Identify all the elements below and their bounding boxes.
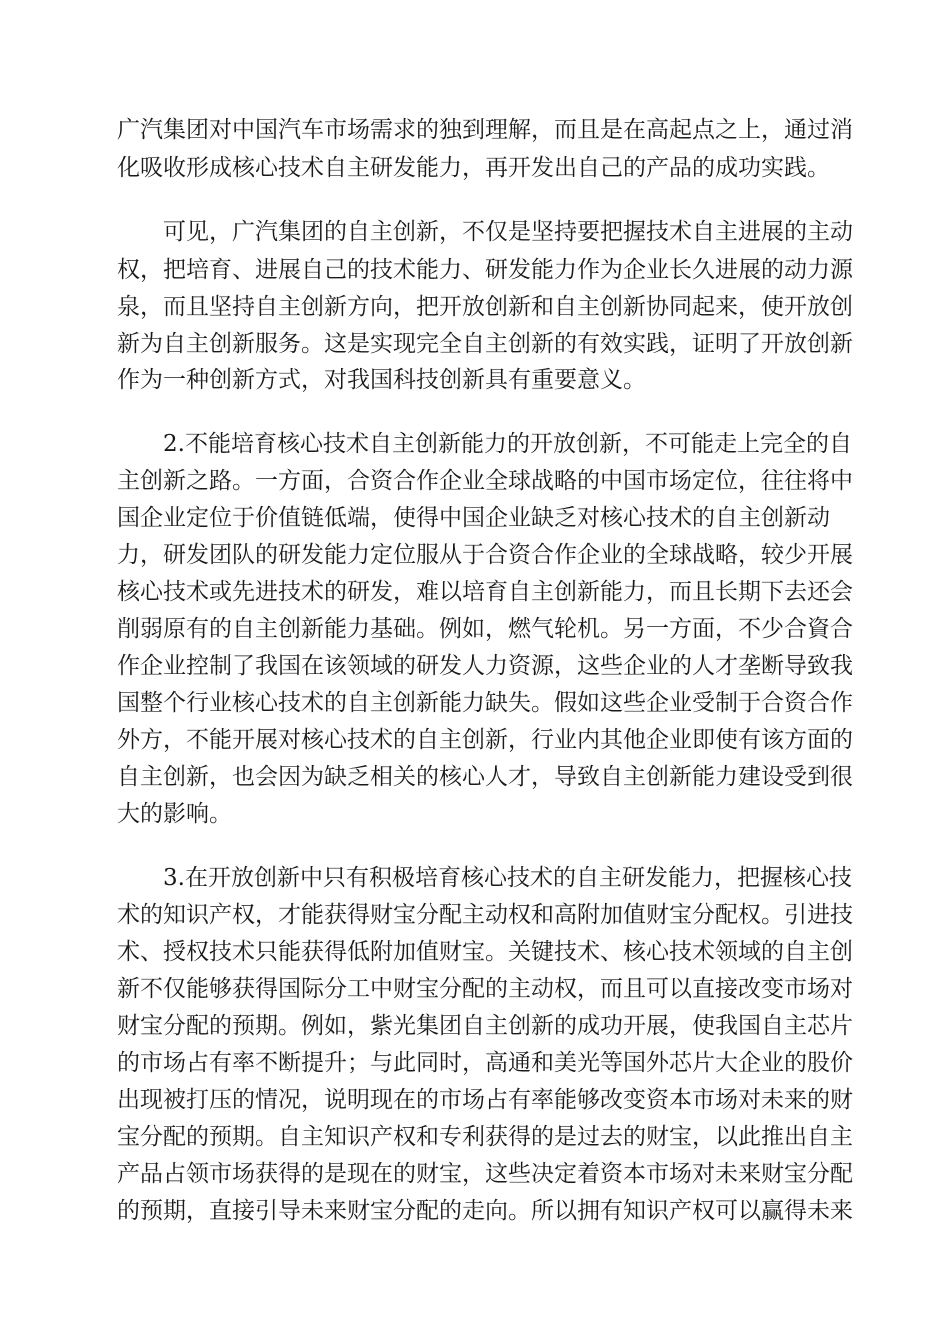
text-line: 国企业定位于价值链低端，使得中国企业缺乏对核心技术的自主创新动 bbox=[117, 505, 830, 531]
text-line: 大的影响。 bbox=[117, 801, 232, 827]
text-line: 出现被打压的情况，说明现在的市场占有率能够改变资本市场对未来的财 bbox=[117, 1087, 853, 1113]
text-line: 作企业控制了我国在该领域的研发人力资源，这些企业的人才垄断导致我 bbox=[117, 653, 853, 679]
text-line: 宝分配的预期。自主知识产权和专利获得的是过去的财宝，以此推出自主 bbox=[117, 1124, 853, 1150]
text-line: 权，把培育、进展自己的技术能力、研发能力作为企业长久进展的动力源 bbox=[117, 257, 853, 283]
text-line: 外方，不能开展对核心技术的自主创新，行业内其他企业即使有该方面的 bbox=[117, 727, 853, 753]
text-line: 作为一种创新方式，对我国科技创新具有重要意义。 bbox=[117, 367, 646, 393]
text-line: 财宝分配的预期。例如，紫光集团自主创新的成功开展，使我国自主芯片 bbox=[117, 1013, 853, 1039]
text-line: 术的知识产权，才能获得财宝分配主动权和高附加值财宝分配权。引进技 bbox=[117, 902, 853, 928]
text-line: 力，研发团队的研发能力定位服从于合资合作企业的全球战略，较少开展 bbox=[117, 542, 853, 568]
text-line: 的预期，直接引导未来财宝分配的走向。所以拥有知识产权可以赢得未来 bbox=[117, 1198, 853, 1224]
text-line: 2.不能培育核心技术自主创新能力的开放创新，不可能走上完全的自 bbox=[163, 431, 852, 457]
text-line: 削弱原有的自主创新能力基础。例如，燃气轮机。另一方面，不少合資合 bbox=[117, 616, 853, 642]
text-line: 化吸收形成核心技术自主研发能力，再开发出自己的产品的成功实践。 bbox=[117, 155, 830, 181]
text-line: 的市场占有率不断提升；与此同时，高通和美光等国外芯片大企业的股价 bbox=[117, 1050, 853, 1076]
text-line: 可见，广汽集团的自主创新，不仅是坚持要把握技术自主进展的主动 bbox=[163, 219, 853, 245]
text-line: 新为自主创新服务。这是实现完全自主创新的有效实践，证明了开放创新 bbox=[117, 331, 853, 357]
text-line: 国整个行业核心技术的自主创新能力缺失。假如这些企业受制于合资合作 bbox=[117, 690, 853, 716]
text-line: 新不仅能够获得国际分工中财宝分配的主动权，而且可以直接改变市场对 bbox=[117, 976, 853, 1002]
text-line: 产品占领市场获得的是现在的财宝，这些决定着资本市场对未来财宝分配 bbox=[117, 1161, 853, 1187]
text-line: 广汽集团对中国汽车市场需求的独到理解，而且是在高起点之上，通过消 bbox=[117, 117, 853, 143]
text-line: 3.在开放创新中只有积极培育核心技术的自主研发能力，把握核心技 bbox=[163, 865, 852, 891]
text-line: 核心技术或先进技术的研发，难以培育自主创新能力，而且长期下去还会 bbox=[117, 579, 853, 605]
text-line: 泉，而且坚持自主创新方向，把开放创新和自主创新协同起来，使开放创 bbox=[117, 294, 853, 320]
text-line: 自主创新，也会因为缺乏相关的核心人才，导致自主创新能力建设受到很 bbox=[117, 764, 853, 790]
text-line: 主创新之路。一方面，合资合作企业全球战略的中国市场定位，往往将中 bbox=[117, 468, 853, 494]
text-line: 术、授权技术只能获得低附加值财宝。关键技术、核心技术领域的自主创 bbox=[117, 939, 853, 965]
